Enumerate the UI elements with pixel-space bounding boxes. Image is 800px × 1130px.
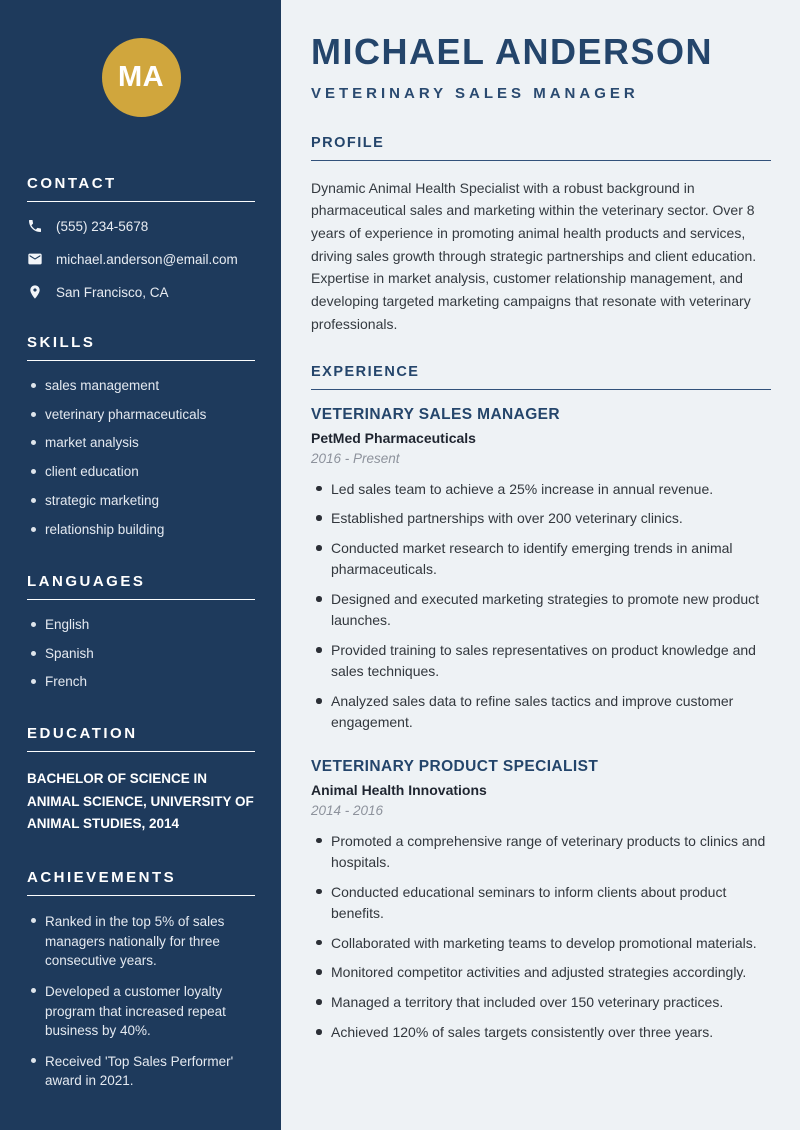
job-bullet: Conducted educational seminars to inform clients about product benefits. — [311, 882, 771, 925]
contact-location: San Francisco, CA — [56, 284, 169, 300]
achievements-section — [27, 869, 255, 1091]
skills-heading: SKILLS — [27, 334, 255, 361]
main-content — [281, 0, 800, 1130]
skill-item: sales management — [27, 377, 255, 395]
achievement-item: Ranked in the top 5% of sales managers nationally for three consecutive years. — [27, 912, 255, 971]
education-section — [27, 725, 255, 835]
languages-heading: LANGUAGES — [27, 573, 255, 600]
job-bullet: Provided training to sales representatives on product knowledge and sales techniques. — [311, 640, 771, 683]
contact-email-row — [27, 251, 255, 267]
skill-item: veterinary pharmaceuticals — [27, 406, 255, 424]
skills-list — [27, 377, 255, 539]
profile-section — [311, 135, 771, 336]
job-bullets — [311, 479, 771, 734]
job-bullet: Conducted market research to identify emerging trends in animal pharmaceuticals. — [311, 538, 771, 581]
education-degree: BACHELOR OF SCIENCE IN ANIMAL SCIENCE, UNIVERSITY OF ANIMAL STUDIES, 2014 — [27, 771, 254, 831]
skill-item: client education — [27, 463, 255, 481]
job-bullet: Established partnerships with over 200 veterinary clinics. — [311, 508, 771, 529]
avatar — [102, 38, 181, 117]
job-company: PetMed Pharmaceuticals — [311, 429, 476, 446]
sidebar — [0, 0, 281, 1130]
achievement-item: Received 'Top Sales Performer' award in 2021. — [27, 1052, 255, 1091]
avatar-initials: MA — [117, 61, 165, 93]
contact-email: michael.anderson@email.com — [56, 251, 238, 267]
job-bullet: Analyzed sales data to refine sales tactics and improve customer engagement. — [311, 691, 771, 734]
job-company: Animal Health Innovations — [311, 781, 487, 798]
job-title: VETERINARY SALES MANAGER — [311, 405, 561, 423]
job-bullet: Managed a territory that included over 150 veterinary practices. — [311, 992, 771, 1013]
job-bullet: Promoted a comprehensive range of veterinary products to clinics and hospitals. — [311, 831, 771, 874]
languages-list — [27, 616, 255, 692]
phone-icon — [27, 218, 43, 234]
person-name: MICHAEL ANDERSON — [311, 31, 714, 72]
contact-section — [27, 175, 255, 300]
achievement-item: Developed a customer loyalty program that increased repeat business by 40%. — [27, 982, 255, 1041]
job-bullet: Monitored competitor activities and adjusted strategies accordingly. — [311, 962, 771, 983]
contact-phone: (555) 234-5678 — [56, 218, 149, 234]
language-item: English — [27, 616, 255, 634]
job-dates: 2016 - Present — [311, 450, 400, 466]
job-title: VETERINARY PRODUCT SPECIALIST — [311, 757, 599, 775]
skills-section — [27, 334, 255, 539]
skill-item: strategic marketing — [27, 492, 255, 510]
skill-item: relationship building — [27, 521, 255, 539]
avatar-wrap — [27, 38, 255, 117]
contact-location-row — [27, 284, 255, 300]
experience-heading: EXPERIENCE — [311, 364, 771, 390]
profile-text: Dynamic Animal Health Specialist with a robust background in pharmaceutical sales and marketing within the veterinary sector. Over 8 years of experience in promoting animal health products and services, driving sales growth through strategic partnerships and client education. Expertise in market analysis, customer relationship management, and developing targeted marketing campaigns that resonate with veterinary professionals. — [311, 179, 757, 332]
job-bullets — [311, 831, 771, 1044]
profile-heading: PROFILE — [311, 135, 771, 161]
contact-phone-row — [27, 218, 255, 234]
person-job-title: VETERINARY SALES MANAGER — [311, 84, 639, 102]
skill-item: market analysis — [27, 434, 255, 452]
job-bullet: Collaborated with marketing teams to develop promotional materials. — [311, 933, 771, 954]
education-heading: EDUCATION — [27, 725, 255, 752]
experience-job-2 — [311, 758, 771, 1044]
experience-job-1 — [311, 406, 771, 734]
language-item: Spanish — [27, 645, 255, 663]
language-item: French — [27, 673, 255, 691]
location-icon — [27, 284, 43, 300]
job-bullet: Achieved 120% of sales targets consistently over three years. — [311, 1022, 771, 1043]
job-bullet: Designed and executed marketing strategies to promote new product launches. — [311, 589, 771, 632]
achievements-list — [27, 912, 255, 1091]
languages-section — [27, 573, 255, 692]
email-icon — [27, 251, 43, 267]
job-bullet: Led sales team to achieve a 25% increase in annual revenue. — [311, 479, 771, 500]
experience-section — [311, 364, 771, 1044]
contact-heading: CONTACT — [27, 175, 255, 202]
achievements-heading: ACHIEVEMENTS — [27, 869, 255, 896]
job-dates: 2014 - 2016 — [311, 802, 384, 818]
